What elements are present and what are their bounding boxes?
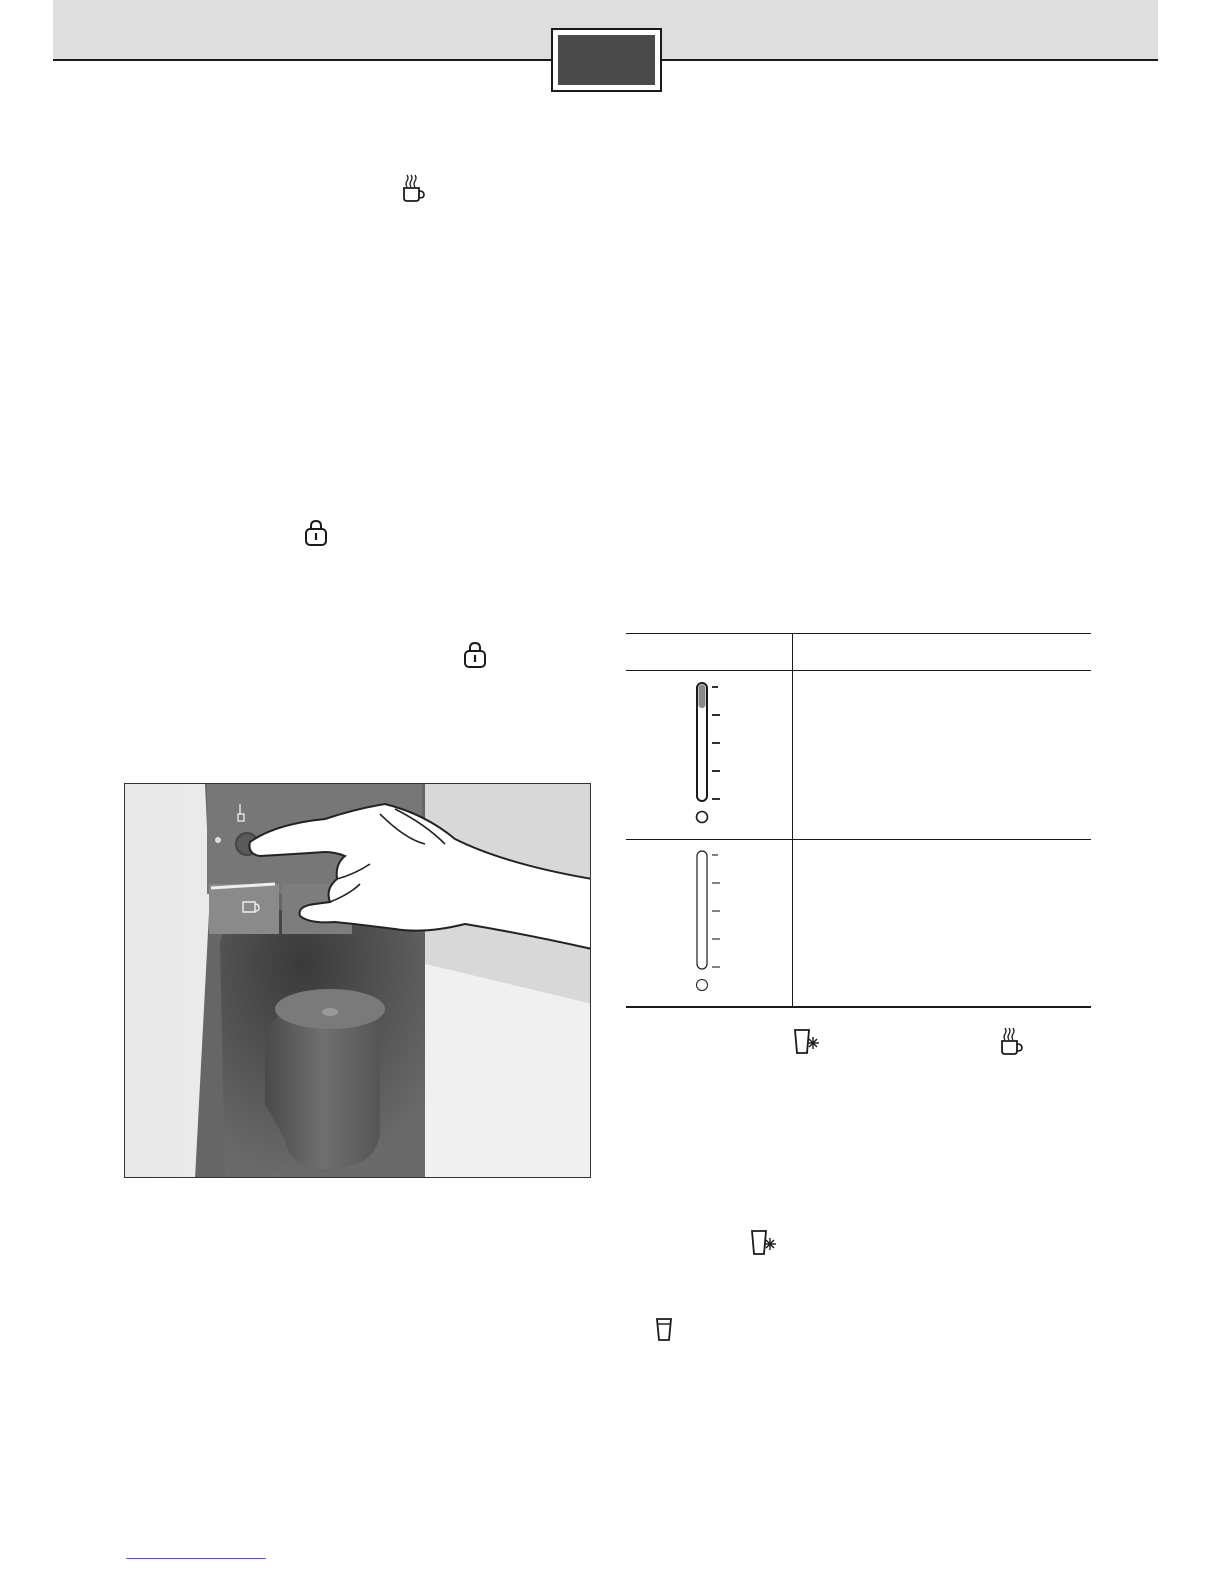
footer-link[interactable]	[126, 1558, 266, 1559]
lock-icon	[303, 519, 329, 547]
fill-gauge-empty	[694, 849, 734, 1006]
ice-cup-icon	[791, 1027, 821, 1057]
hot-cup-icon	[400, 173, 426, 203]
table-header-rule	[626, 670, 1091, 671]
hot-cup-icon	[998, 1026, 1024, 1056]
chapter-tab	[551, 28, 662, 92]
fill-gauge-full	[694, 681, 734, 838]
gauge-fill	[699, 685, 706, 709]
table-top-rule	[626, 633, 1091, 634]
gauge-tube	[697, 851, 707, 969]
gauge-indicator-light	[697, 980, 708, 991]
table-bottom-rule	[626, 1006, 1091, 1008]
glass-icon	[654, 1316, 674, 1344]
table-column-divider	[792, 633, 793, 1007]
table-row-rule	[626, 839, 1091, 840]
control-panel-photo	[124, 783, 591, 1178]
gauge-indicator-light	[697, 812, 708, 823]
fill-level-table	[626, 633, 1091, 1008]
ice-cup-icon	[748, 1228, 778, 1258]
lock-icon	[462, 641, 488, 669]
chapter-tab-fill	[558, 35, 655, 85]
